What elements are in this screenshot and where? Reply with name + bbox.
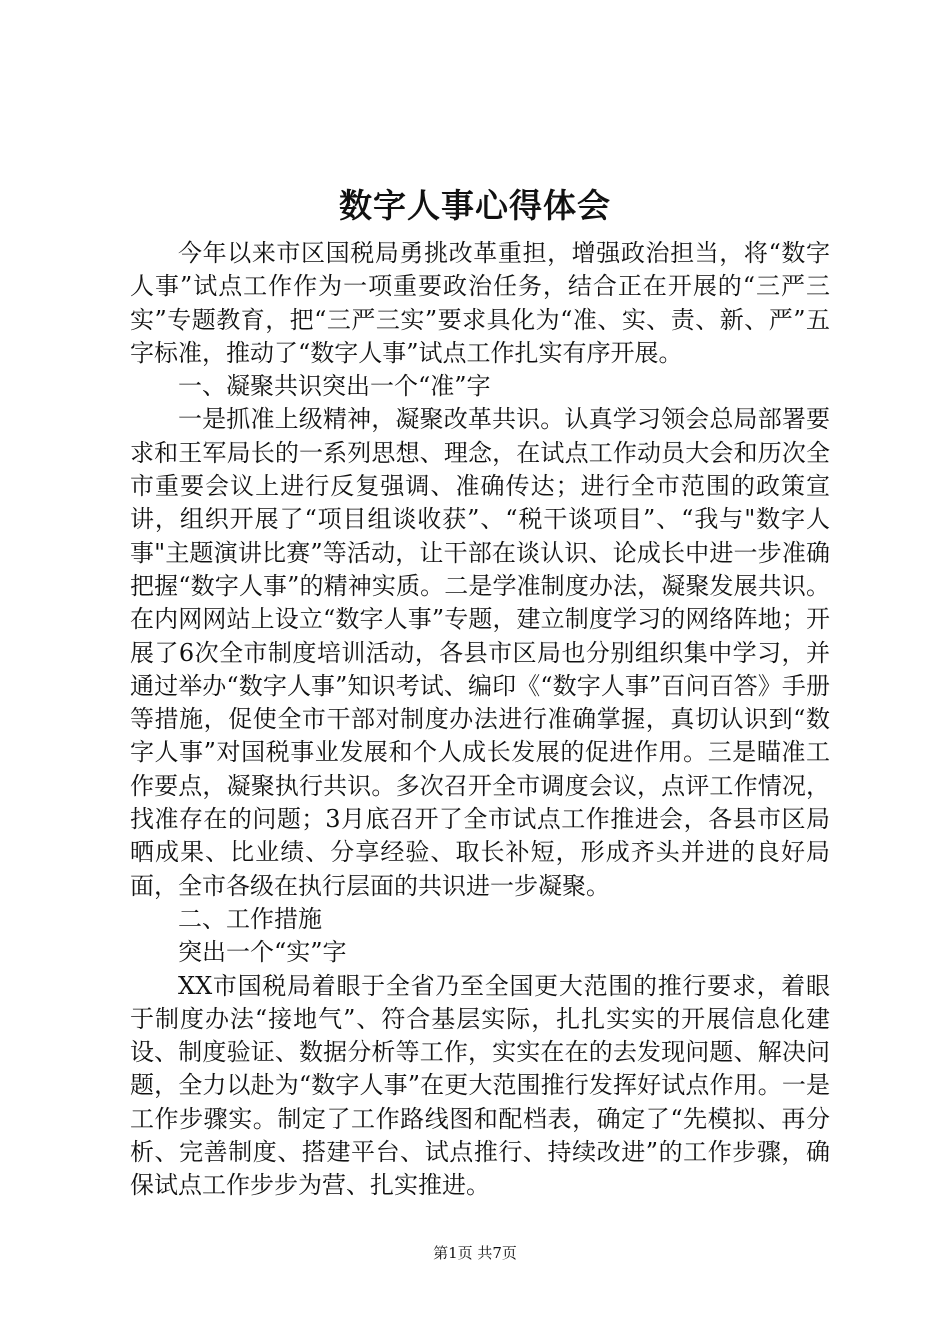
page-number-footer: 第1页 共7页: [433, 1244, 517, 1262]
document-body: [130, 237, 830, 1203]
intro-paragraph: 今年以来市区国税局勇挑改革重担，增强政治担当，将“数字人事”试点工作作为一项重要政治任务，结合正在开展的“三严三实”专题教育，把“三严三实”要求具化为“准、实、责、新、严”五字标准，推动了“数字人事”试点工作扎实有序开展。: [130, 239, 830, 367]
section-heading-2: 二、工作措施: [178, 904, 322, 933]
section-heading-1: 一、凝聚共识突出一个“准”字: [178, 372, 491, 401]
section-2-paragraph: XX市国税局着眼于全省乃至全国更大范围的推行要求，着眼于制度办法“接地气”、符合基层实际，扎扎实实的开展信息化建设、制度验证、数据分析等工作，实实在在的去发现问题、解决问题，全力以赴为“数字人事”在更大范围推行发挥好试点作用。一是工作步骤实。制定了工作路线图和配档表，确定了“先模拟、再分析、完善制度、搭建平台、试点推行、持续改进”的工作步骤，确保试点工作步步为营、扎实推进。: [130, 971, 830, 1200]
section-subheading-2: 突出一个“实”字: [178, 938, 347, 967]
document-title: 数字人事心得体会: [339, 186, 611, 225]
section-1-paragraph: 一是抓准上级精神，凝聚改革共识。认真学习领会总局部署要求和王军局长的一系列思想、理念，在试点工作动员大会和历次全市重要会议上进行反复强调、准确传达；进行全市范围的政策宣讲，组织开展了“项目组谈收获”、“税干谈项目”、“我与"数字人事"主题演讲比赛”等活动，让干部在谈认识、论成长中进一步准确把握“数字人事”的精神实质。二是学准制度办法，凝聚发展共识。在内网网站上设立“数字人事”专题，建立制度学习的网络阵地；开展了6次全市制度培训活动，各县市区局也分别组织集中学习，并通过举办“数字人事”知识考试、编印《“数字人事”百问百答》手册等措施，促使全市干部对制度办法进行准确掌握，真切认识到“数字人事”对国税事业发展和个人成长发展的促进作用。三是瞄准工作要点，凝聚执行共识。多次召开全市调度会议，点评工作情况，找准存在的问题；3月底召开了全市试点工作推进会，各县市区局晒成果、比业绩、分享经验、取长补短，形成齐头并进的良好局面，全市各级在执行层面的共识进一步凝聚。: [130, 405, 830, 900]
